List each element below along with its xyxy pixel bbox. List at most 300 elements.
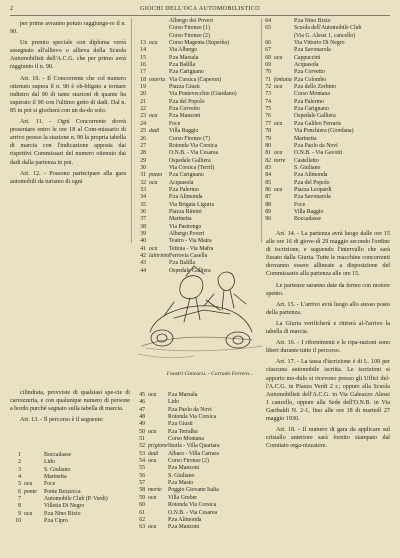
paragraph: per prime avranno potuto raggiunge-re il n. 90. xyxy=(10,21,126,36)
stop-number: 15 xyxy=(140,54,146,61)
route-stop xyxy=(136,524,260,531)
stop-type xyxy=(274,33,294,40)
paragraph: Le partenze saranno date da fermo con motore spento. xyxy=(266,282,390,297)
stop-number: 83 xyxy=(265,164,271,171)
stop-place: Piazza Giusti xyxy=(169,84,200,91)
paragraph: Art. 14. - La partenza avrà luogo dalle ore 15 alle ore 16 di giove-dì 29 maggio secondo l'ordine di iscrizione, e seguendo l'intervallo che sarà fissato dalla Giuria. Tutte le macchine concorrenti dovranno essere allineate a disposizione del Commissario alla partenza alle ore 15. xyxy=(266,231,390,278)
stop-number: 34 xyxy=(140,194,146,201)
stop-number: 87 xyxy=(265,194,271,201)
route-stop xyxy=(12,511,132,518)
stop-number: 41 xyxy=(140,245,146,252)
stop-place: P.za Alimonda xyxy=(168,516,202,523)
col1-top-text xyxy=(10,20,126,186)
stop-place: P.za Marsala xyxy=(168,392,198,398)
route-stop xyxy=(136,487,260,494)
stop-type xyxy=(149,47,169,54)
route-stop xyxy=(12,481,132,488)
stop-type: oca xyxy=(149,113,158,120)
route-stop xyxy=(137,47,259,54)
stop-number: 26 xyxy=(140,135,146,142)
stop-place: P.za dello Zerbino xyxy=(294,84,337,91)
stop-place: P.za Savonarola xyxy=(294,194,331,201)
stop-type xyxy=(274,99,294,106)
sketch-illustration xyxy=(134,245,270,370)
route-list-1-10 xyxy=(12,452,132,525)
stop-place: P.za Terralba xyxy=(168,428,198,435)
stop-number: 27 xyxy=(140,142,146,149)
stop-number: 6 xyxy=(18,488,21,495)
stop-number xyxy=(137,33,149,40)
stop-place: Villa Raggio xyxy=(169,128,199,135)
route-stop xyxy=(137,194,259,201)
stop-place: Via Albergo xyxy=(169,47,198,54)
stop-place: P.za Paolo da Novi xyxy=(168,406,212,413)
stop-number: 55 xyxy=(139,465,145,472)
stop-number: 47 xyxy=(139,406,145,413)
route-stop xyxy=(12,452,132,459)
route-stop xyxy=(12,489,132,496)
route-stop xyxy=(136,502,260,509)
stop-number: 64 xyxy=(265,18,271,24)
route-stop xyxy=(137,187,259,194)
stop-place: Ponte Bezzecca xyxy=(44,488,81,495)
stop-place: P.za Manzoni xyxy=(169,113,201,120)
stop-number: 60 xyxy=(139,502,145,509)
stop-place: Castelletto xyxy=(294,157,319,164)
stop-place: Via Vittorio Di Negro xyxy=(294,40,345,47)
stop-place: P.za Manzoni xyxy=(168,524,200,531)
route-list-64-90 xyxy=(262,18,392,224)
stop-number: 7 xyxy=(18,496,21,503)
stop-type: torre xyxy=(274,157,286,164)
route-list-11-44 xyxy=(137,18,259,275)
stop-type xyxy=(149,136,169,143)
stop-number: 3 xyxy=(18,466,21,473)
stop-type xyxy=(149,209,169,216)
route-stop xyxy=(137,62,259,69)
stop-type xyxy=(149,216,169,223)
stop-number: 56 xyxy=(139,472,145,479)
stop-number: 20 xyxy=(140,91,146,98)
stop-number: 42 xyxy=(140,253,146,259)
stop-number: 30 xyxy=(140,164,146,171)
stop-type xyxy=(148,510,168,517)
stop-number: 25 xyxy=(140,128,146,135)
route-stop xyxy=(262,165,392,172)
stop-number: 48 xyxy=(139,414,145,421)
stop-type: oca xyxy=(148,428,157,435)
stop-place: O.N.B. - Via Gavotti xyxy=(294,150,343,157)
stop-number: 59 xyxy=(139,494,145,501)
stop-number: 38 xyxy=(140,223,146,230)
route-stop xyxy=(137,209,259,216)
route-stop xyxy=(262,77,392,84)
stop-number: 70 xyxy=(265,69,271,76)
route-stop xyxy=(12,467,132,474)
stop-type xyxy=(274,113,294,120)
stop-type xyxy=(148,473,168,480)
stop-type xyxy=(24,503,44,510)
stop-type xyxy=(24,467,44,474)
stop-type xyxy=(274,165,294,172)
stop-number: 71 xyxy=(265,76,271,83)
stop-type xyxy=(149,224,169,231)
stop-place: P.za Marsala xyxy=(169,54,199,61)
route-stop xyxy=(137,136,259,143)
stop-number: 81 xyxy=(265,150,271,157)
col3-text xyxy=(266,230,390,450)
stop-number: 58 xyxy=(139,487,145,494)
route-stop xyxy=(262,25,392,32)
stop-number: 23 xyxy=(140,113,146,120)
stop-place: P.za Corvetto xyxy=(169,106,200,113)
stop-place: P.za Carignano xyxy=(169,172,204,179)
stop-place: Albaro - Villa Carrara xyxy=(168,450,219,457)
stop-number: 53 xyxy=(139,450,145,457)
stop-place: Corso Firenze (1) xyxy=(169,25,210,32)
stop-place: P.za del Popolo xyxy=(169,98,205,105)
paragraph: Art. 18. - Il numero di gara da applicare sul cristallo anteriore sarà fornito stampato dal Comitato orga-nizzatore. xyxy=(266,427,390,450)
stop-place: P.za Colombo xyxy=(294,76,327,83)
stop-number: 80 xyxy=(265,142,271,149)
stop-type: oca xyxy=(274,54,283,61)
stop-type xyxy=(274,128,294,135)
stop-place: Sturla - Villa Quartara xyxy=(168,443,220,450)
stop-place: Acquasola xyxy=(169,179,194,186)
stop-place: P.za Alimonda xyxy=(169,194,203,201)
stop-place: Poggio Giovane Italia xyxy=(168,487,219,494)
stop-type xyxy=(24,496,44,503)
stop-place: (Via G. Alessi 1, cancello) xyxy=(294,32,356,39)
route-stop xyxy=(136,458,260,465)
stop-type xyxy=(149,18,169,25)
stop-place: P.za Alimonda xyxy=(294,172,328,179)
stop-number: 40 xyxy=(140,238,146,245)
route-stop xyxy=(12,503,132,510)
stop-type xyxy=(274,40,294,47)
stop-number: 65 xyxy=(265,25,271,32)
stop-number: 76 xyxy=(265,113,271,120)
route-stop xyxy=(136,436,260,443)
stop-number: 62 xyxy=(139,516,145,523)
stop-number: 4 xyxy=(18,474,21,481)
stop-number xyxy=(137,25,149,32)
stop-number: 74 xyxy=(265,98,271,105)
stop-type: oca xyxy=(274,186,283,193)
stop-type xyxy=(274,209,294,216)
stop-type: oca xyxy=(274,84,283,91)
col1-bottom-text xyxy=(10,389,130,424)
stop-number: 88 xyxy=(265,201,271,208)
stop-number: 77 xyxy=(265,120,271,127)
stop-number: 22 xyxy=(140,106,146,113)
route-stop xyxy=(262,202,392,209)
route-stop xyxy=(137,150,259,157)
route-stop xyxy=(262,158,392,165)
stop-type: oca xyxy=(148,524,157,531)
route-stop xyxy=(12,459,132,466)
stop-number: 35 xyxy=(140,201,146,208)
stop-type xyxy=(149,165,169,172)
route-stop xyxy=(137,40,259,47)
stop-number xyxy=(137,18,149,25)
route-stop xyxy=(262,99,392,106)
illustration-caption: I nostri Concorsi. - Corrado Ferrero... xyxy=(166,371,254,377)
stop-place: P.za Giusti xyxy=(168,421,193,428)
stop-number: 29 xyxy=(140,157,146,164)
stop-type: fontana xyxy=(274,76,292,83)
stop-place: O.N.B. - Via Cesarea xyxy=(168,509,218,516)
stop-type xyxy=(148,399,168,406)
stop-number: 79 xyxy=(265,135,271,142)
route-stop xyxy=(137,216,259,223)
stop-number: 49 xyxy=(139,421,145,428)
stop-number: 73 xyxy=(265,91,271,98)
stop-type xyxy=(149,150,169,157)
stop-type xyxy=(274,216,294,223)
stop-number: 21 xyxy=(140,98,146,105)
stop-number: 10 xyxy=(15,518,21,525)
stop-type xyxy=(274,62,294,69)
stop-place: P.za Balilla xyxy=(169,62,196,69)
stop-type: oca xyxy=(149,40,158,47)
stop-place: Corso Magenta (Superba) xyxy=(169,40,229,47)
stop-place: P.za Nino Bixio xyxy=(44,510,81,517)
paragraph: Art. 12. - Possono partecipare alla gara automobili da turismo di ogni xyxy=(10,170,126,185)
paragraph: cilindrata, provviste di qualsiasi spe-cie di carrozzeria, e con qualunque numero di persone a bordo purchè segnato sulla tabella di marcia. xyxy=(10,390,130,413)
stop-type xyxy=(24,459,44,466)
paragraph: La Giuria verificherà e ritirerà al-l'arrivo la tabella di marcia. xyxy=(266,320,390,336)
stop-type xyxy=(274,172,294,179)
stop-type xyxy=(274,194,294,201)
route-stop xyxy=(137,238,259,245)
stop-place: Teatro - Via Maira xyxy=(169,238,212,245)
stop-type: oca xyxy=(148,494,157,501)
column-divider xyxy=(261,18,262,243)
stop-number: 36 xyxy=(140,208,146,215)
stop-number: 16 xyxy=(140,62,146,69)
route-stop xyxy=(262,106,392,113)
route-stop xyxy=(262,113,392,120)
stop-number: 37 xyxy=(140,216,146,223)
stop-number: 84 xyxy=(265,172,271,179)
route-stop xyxy=(136,480,260,487)
stop-place: Albergo dei Poveri xyxy=(169,18,214,24)
stop-place: Via Corsica (Terril) xyxy=(169,164,215,171)
stop-number: 13 xyxy=(140,40,146,47)
stop-type: dadi xyxy=(149,128,160,135)
stop-number: 82 xyxy=(265,157,271,164)
route-stop xyxy=(137,55,259,62)
stop-place: P.za Corvetto xyxy=(294,69,325,76)
route-stop xyxy=(262,187,392,194)
route-stop xyxy=(137,113,259,120)
stop-number: 9 xyxy=(18,510,21,517)
route-stop xyxy=(262,150,392,157)
route-stop xyxy=(136,465,260,472)
stop-type: ponte xyxy=(24,488,37,495)
route-stop xyxy=(137,69,259,76)
stop-number: 75 xyxy=(265,106,271,113)
stop-type xyxy=(274,106,294,113)
route-stop xyxy=(137,172,259,179)
stop-number: 17 xyxy=(140,69,146,76)
stop-type xyxy=(149,106,169,113)
stop-type: oca xyxy=(149,179,158,186)
stop-number: 32 xyxy=(140,179,146,186)
stop-type: oca xyxy=(274,150,283,157)
stop-type xyxy=(24,474,44,481)
stop-type xyxy=(149,143,169,150)
route-stop xyxy=(137,33,259,40)
stop-number: 31 xyxy=(140,172,146,179)
route-stop xyxy=(262,136,392,143)
stop-place: Corso Montana xyxy=(168,436,204,443)
route-stop xyxy=(137,121,259,128)
stop-place: P.za Cipro xyxy=(44,518,68,525)
route-stop xyxy=(137,143,259,150)
stop-number: 28 xyxy=(140,150,146,157)
route-stop xyxy=(262,209,392,216)
route-stop xyxy=(137,91,259,98)
route-stop xyxy=(12,474,132,481)
stop-type xyxy=(149,99,169,106)
stop-number: 78 xyxy=(265,128,271,135)
stop-place: Foce xyxy=(169,120,181,127)
stop-type xyxy=(149,187,169,194)
paragraph: Art. 16. - I rifornimenti e le ripa-razioni sono liberi durante tutto il percorso. xyxy=(266,340,390,355)
stop-type xyxy=(149,62,169,69)
route-stop xyxy=(137,99,259,106)
stop-place: P.za Galileo Ferraris xyxy=(294,120,342,127)
route-stop xyxy=(137,224,259,231)
route-stop xyxy=(12,518,132,525)
running-title: GIOCHI DELL'OCA AUTOMOBILISTICO xyxy=(139,6,261,12)
route-stop xyxy=(137,158,259,165)
stop-type xyxy=(148,465,168,472)
stop-place: Corso Firenze (2) xyxy=(169,32,210,39)
route-stop xyxy=(137,25,259,32)
route-list-45-63 xyxy=(136,392,260,532)
stop-place: O.N.B. - Via Cesarea xyxy=(169,150,219,157)
stop-place: P.za Palermo xyxy=(169,186,199,193)
stop-type xyxy=(149,158,169,165)
route-stop xyxy=(262,69,392,76)
route-stop xyxy=(137,77,259,84)
route-stop xyxy=(262,40,392,47)
route-stop xyxy=(136,421,260,428)
stop-place: P.za Balilla xyxy=(169,260,196,267)
stop-type: prigione xyxy=(148,443,168,450)
header-rule xyxy=(10,15,390,16)
stop-place: Rotonda Via Corsica xyxy=(169,142,218,149)
stop-type xyxy=(149,121,169,128)
stop-place: Piazza Leopardi xyxy=(294,186,332,193)
stop-place: Ospedale Galliera xyxy=(169,157,211,164)
route-stop xyxy=(137,231,259,238)
stop-place: Scuola dell'Automobile Club xyxy=(294,25,362,32)
route-stop xyxy=(262,172,392,179)
stop-place: Foce xyxy=(294,201,306,208)
stop-place: Ospedale Galliera xyxy=(169,267,211,274)
route-stop xyxy=(136,399,260,406)
stop-type: morte xyxy=(148,487,162,494)
stop-type xyxy=(148,480,168,487)
route-stop xyxy=(262,84,392,91)
stop-number: 57 xyxy=(139,480,145,487)
stop-number: 43 xyxy=(140,260,146,267)
route-stop xyxy=(136,495,260,502)
stop-place: Rotonda Via Corsica xyxy=(168,414,217,421)
stop-place: S. Giuliano xyxy=(294,164,321,171)
stop-type xyxy=(274,69,294,76)
stop-type xyxy=(149,238,169,245)
paragraph: Art. 11. - Ogni Concorrente dovrà presentare entro le ore 18 al Com-missario di arrivo presso la stazione n. 90 la propria tabella di marcia con l'indicazione apposta dai rispettivi Commissari del numero ottenuto dai dadi dalla partenza in poi. xyxy=(10,119,126,166)
stop-number: 85 xyxy=(265,179,271,186)
stop-place: Corso Firenze (7) xyxy=(169,135,210,142)
route-stop xyxy=(262,55,392,62)
stop-type xyxy=(149,91,169,98)
stop-number: 45 xyxy=(139,392,145,398)
stop-place: Corso Firenze (2) xyxy=(168,458,209,465)
stop-type xyxy=(274,143,294,150)
stop-number: 61 xyxy=(139,509,145,516)
stop-type xyxy=(148,502,168,509)
stop-number: 54 xyxy=(139,458,145,465)
stop-place: Ferrovia Casella xyxy=(169,253,208,259)
stop-number: 89 xyxy=(265,208,271,215)
route-stop xyxy=(137,165,259,172)
stop-type xyxy=(148,421,168,428)
stop-number: 90 xyxy=(265,216,271,223)
route-stop xyxy=(137,106,259,113)
column-divider xyxy=(131,18,132,243)
stop-type xyxy=(149,25,169,32)
stop-place: P.za Carignano xyxy=(294,106,329,113)
route-stop xyxy=(262,194,392,201)
stop-place: Via Corsica (Caperon) xyxy=(169,76,222,83)
route-stop xyxy=(262,18,392,25)
stop-type xyxy=(24,452,44,459)
stop-number: 39 xyxy=(140,230,146,237)
stop-type: labirinto xyxy=(149,253,169,259)
stop-type xyxy=(274,202,294,209)
stop-number: 8 xyxy=(18,503,21,510)
stop-type xyxy=(274,91,294,98)
stop-place: Corso Montana xyxy=(294,91,330,98)
stop-type xyxy=(149,55,169,62)
stop-place: S. Giuliano xyxy=(168,472,195,479)
stop-place: Boccadasse xyxy=(44,452,72,458)
route-stop xyxy=(136,451,260,458)
stop-type: dadi xyxy=(148,450,159,457)
stop-number: 66 xyxy=(265,40,271,47)
stop-type: oca xyxy=(148,458,157,465)
route-stop xyxy=(137,180,259,187)
route-stop xyxy=(136,473,260,480)
stop-number: 46 xyxy=(139,399,145,406)
stop-place: P.za Paolo da Novi xyxy=(294,142,338,149)
stop-place: Via Brigata Liguria xyxy=(169,201,215,208)
stop-place: Marinetta xyxy=(294,135,317,142)
route-stop xyxy=(136,392,260,399)
stop-number: 1 xyxy=(18,452,21,458)
stop-type xyxy=(149,231,169,238)
route-stop xyxy=(262,91,392,98)
stop-number: 69 xyxy=(265,62,271,69)
stop-number: 51 xyxy=(139,436,145,443)
stop-place: P.za del Popolo xyxy=(294,179,330,186)
